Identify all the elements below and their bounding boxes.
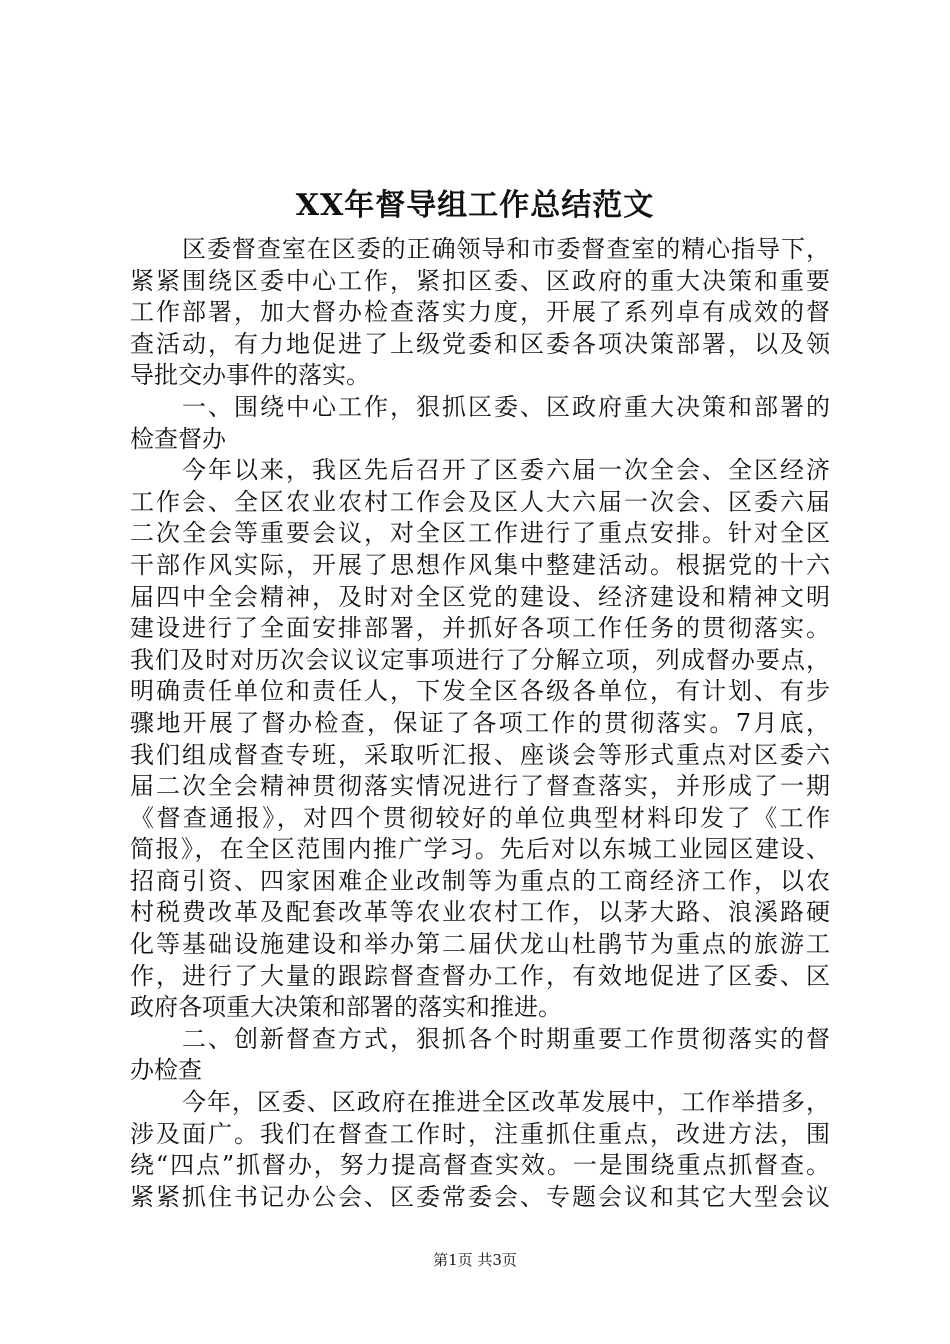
document-body <box>130 234 830 1213</box>
body-line: 骤地开展了督办检查，保证了各项工作的贯彻落实。7月底， <box>130 708 830 737</box>
body-line: 届四中全会精神，及时对全区党的建设、经济建设和精神文明 <box>130 582 830 611</box>
body-line: 建设进行了全面安排部署，并抓好各项工作任务的贯彻落实。 <box>130 614 830 643</box>
body-line: 二次全会等重要会议，对全区工作进行了重点安排。针对全区 <box>130 519 830 548</box>
body-line: 查活动，有力地促进了上级党委和区委各项决策部署，以及领 <box>130 329 830 358</box>
body-line: 村税费改革及配套改革等农业农村工作，以茅大路、浪溪路硬 <box>130 898 830 927</box>
document-title: XX年督导组工作总结范文 <box>295 188 655 223</box>
body-line: 我们组成督查专班，采取听汇报、座谈会等形式重点对区委六 <box>130 740 830 769</box>
section-heading-line: 检查督办 <box>130 424 226 453</box>
body-line: 政府各项重大决策和部署的落实和推进。 <box>130 993 562 1022</box>
body-line: 今年，区委、区政府在推进全区改革发展中，工作举措多， <box>182 1088 830 1117</box>
section-heading-line: 一、围绕中心工作，狠抓区委、区政府重大决策和部署的 <box>182 392 830 421</box>
body-line: 干部作风实际，开展了思想作风集中整建活动。根据党的十六 <box>130 550 830 579</box>
body-line: 绕“四点”抓督办，努力提高督查实效。一是围绕重点抓督查。 <box>130 1151 830 1180</box>
body-line: 工作部署，加大督办检查落实力度，开展了系列卓有成效的督 <box>130 298 830 327</box>
body-line: 《督查通报》，对四个贯彻较好的单位典型材料印发了《工作 <box>130 803 830 832</box>
section-heading-line: 办检查 <box>130 1056 202 1085</box>
body-line: 导批交办事件的落实。 <box>130 361 370 390</box>
body-line: 化等基础设施建设和举办第二届伏龙山杜鹃节为重点的旅游工 <box>130 930 830 959</box>
section-heading-line: 二、创新督查方式，狠抓各个时期重要工作贯彻落实的督 <box>182 1024 830 1053</box>
body-line: 紧紧围绕区委中心工作，紧扣区委、区政府的重大决策和重要 <box>130 266 830 295</box>
page-number-footer: 第1页 共3页 <box>433 1251 517 1269</box>
body-line: 涉及面广。我们在督查工作时，注重抓住重点，改进方法，围 <box>130 1119 830 1148</box>
body-line: 今年以来，我区先后召开了区委六届一次全会、全区经济 <box>182 456 830 485</box>
body-line: 我们及时对历次会议议定事项进行了分解立项，列成督办要点， <box>130 645 830 674</box>
body-line: 招商引资、四家困难企业改制等为重点的工商经济工作，以农 <box>130 866 830 895</box>
body-line: 简报》，在全区范围内推广学习。先后对以东城工业园区建设、 <box>130 835 830 864</box>
body-line: 作，进行了大量的跟踪督查督办工作，有效地促进了区委、区 <box>130 961 830 990</box>
body-line: 区委督查室在区委的正确领导和市委督查室的精心指导下， <box>182 235 830 263</box>
body-line: 届二次全会精神贯彻落实情况进行了督查落实，并形成了一期 <box>130 772 830 801</box>
body-line: 明确责任单位和责任人，下发全区各级各单位，有计划、有步 <box>130 677 830 706</box>
body-line: 紧紧抓住书记办公会、区委常委会、专题会议和其它大型会议 <box>130 1182 830 1211</box>
body-line: 工作会、全区农业农村工作会及区人大六届一次会、区委六届 <box>130 487 830 516</box>
